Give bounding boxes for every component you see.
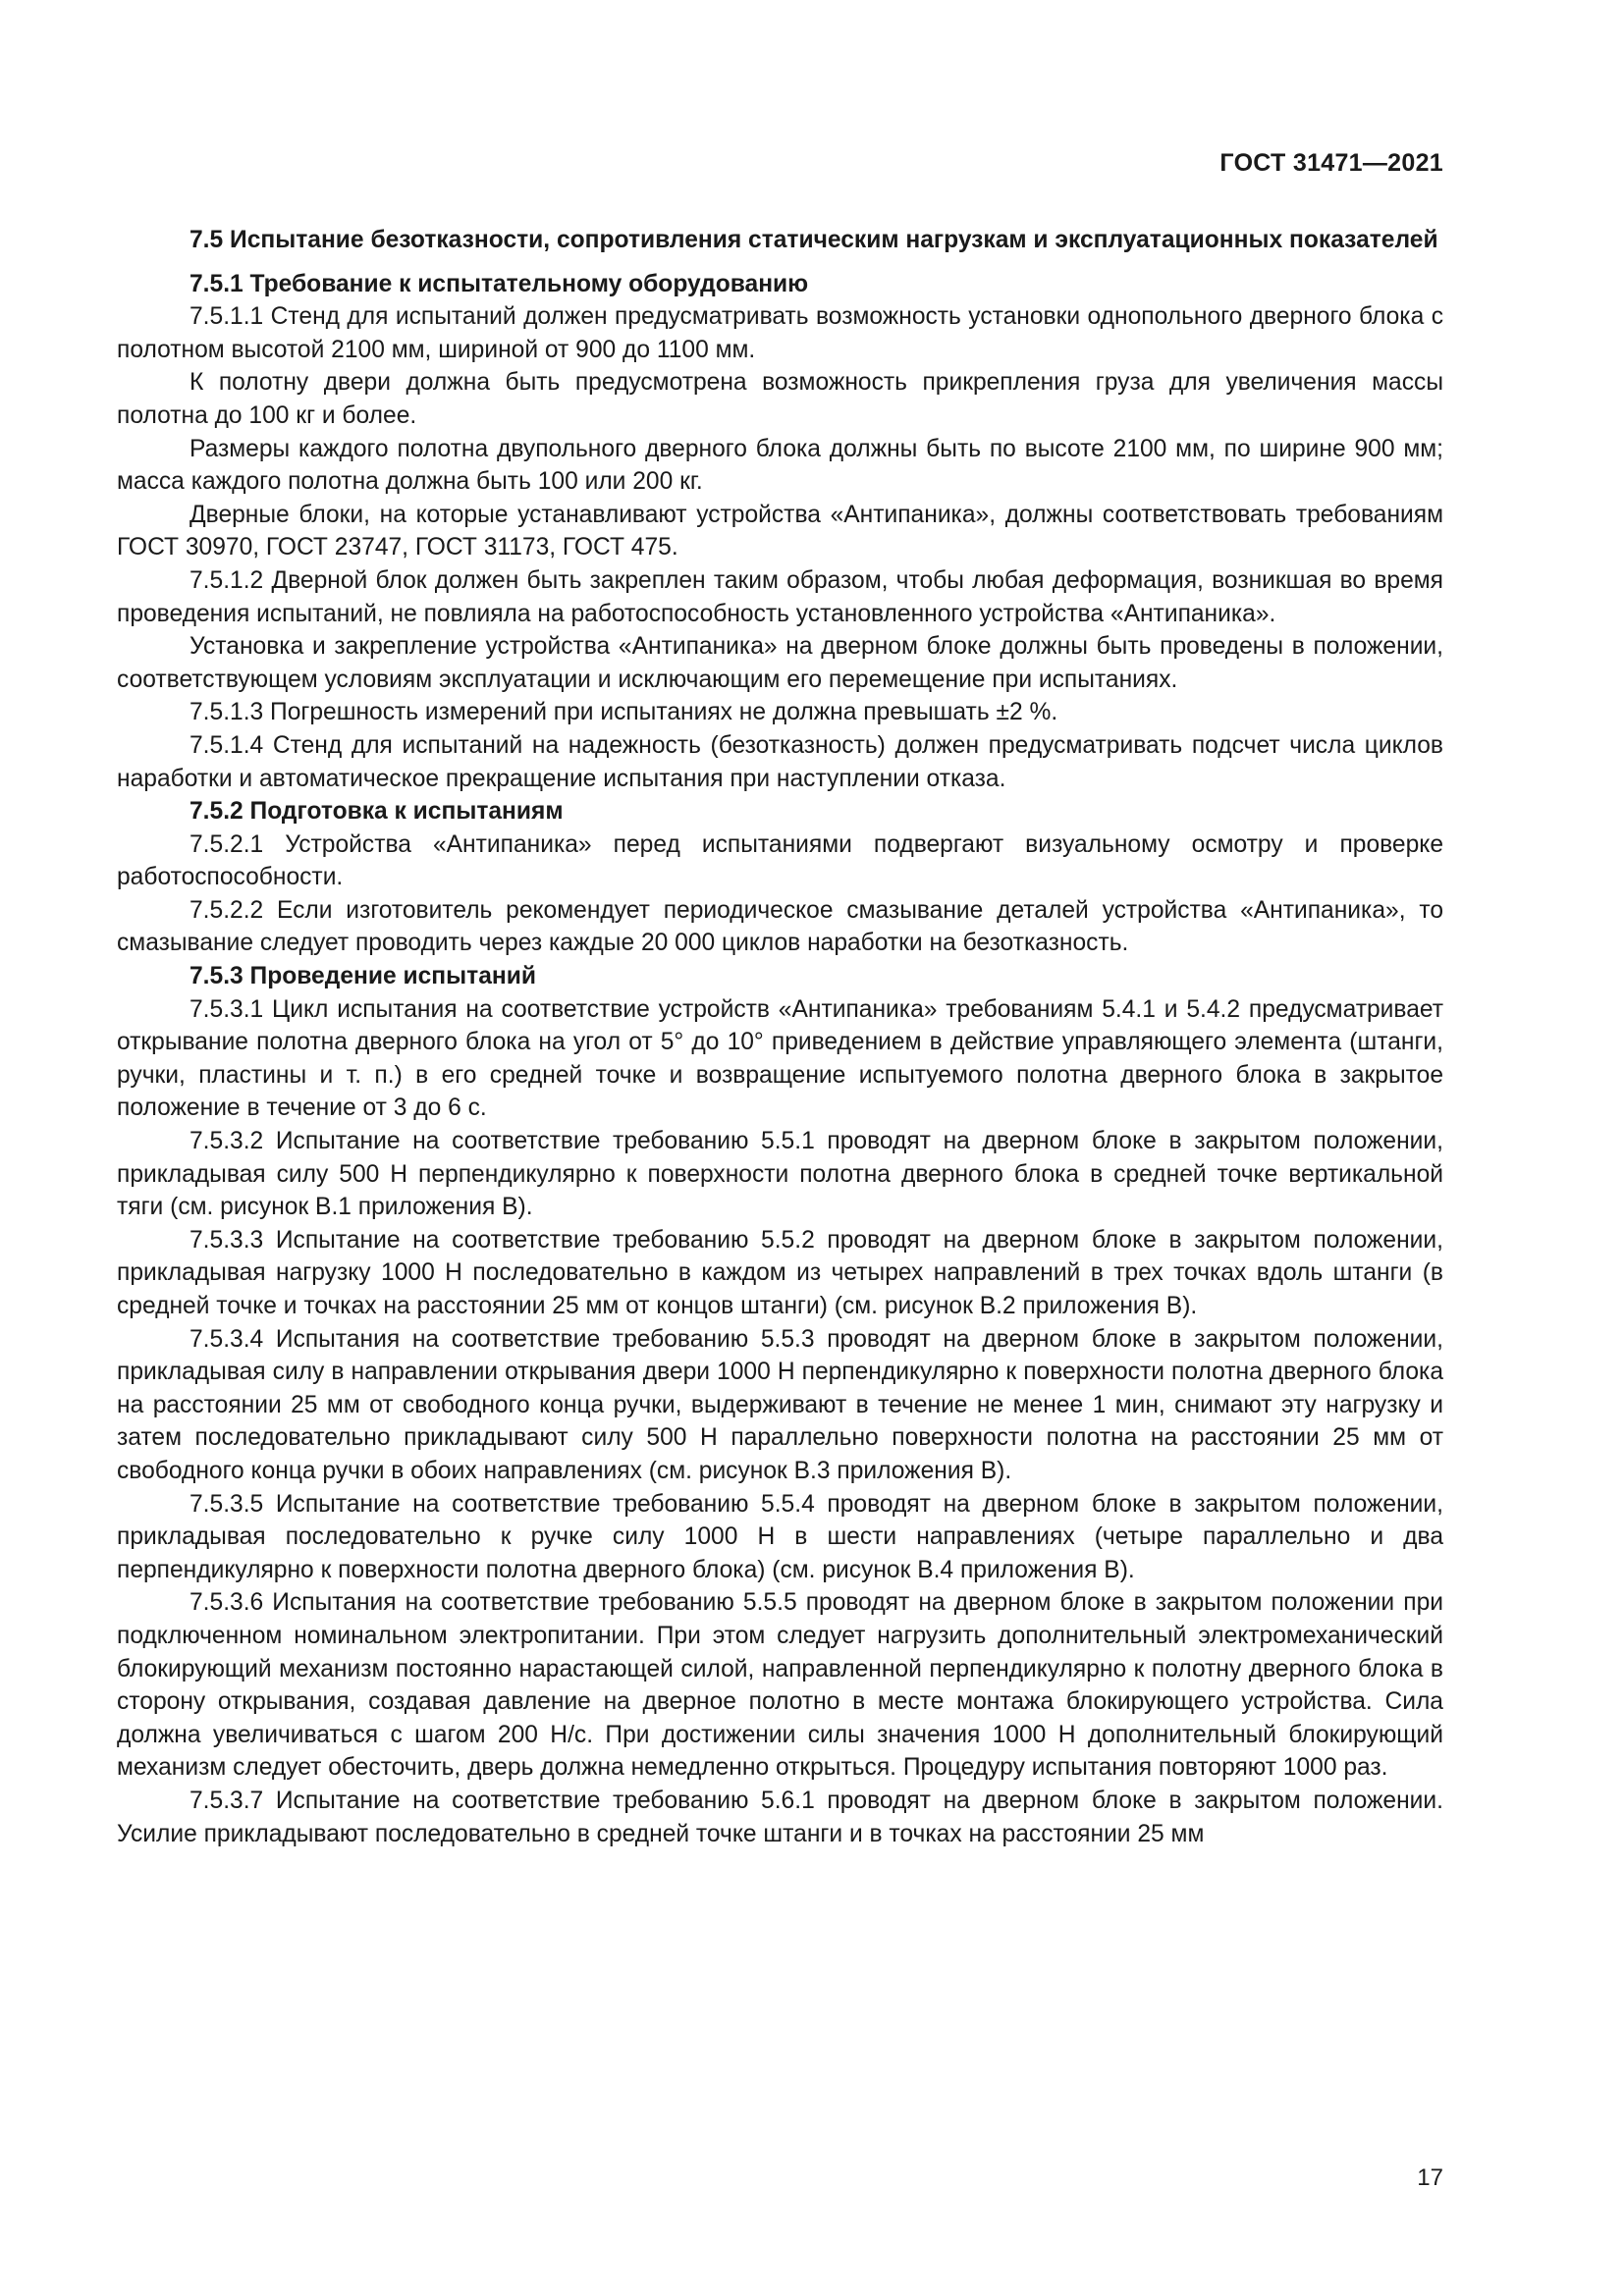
paragraph-door-block-standards: Дверные блоки, на которые устанавливают устройства «Антипаника», должны соответствовать требованиям ГОСТ 30970, ГОСТ 23747, ГОСТ 31173, ГОСТ 475. [117,501,1443,561]
paragraph-7-5-1-2: 7.5.1.2 Дверной блок должен быть закреплен таким образом, чтобы любая деформация, возникшая во время проведения испытаний, не повлияла на работоспособность установленного устройства «Антипаника». [117,566,1443,627]
paragraph-7-5-3-7: 7.5.3.7 Испытание на соответствие требованию 5.6.1 проводят на дверном блоке в закрытом положении. Усилие прикладывают последовательно в средней точке штанги и в точках на расстоянии 25 мм [117,1787,1443,1847]
page-number: 17 [1417,2164,1443,2191]
document-body [117,224,1443,1850]
subsection-heading-7-5-1: 7.5.1 Требование к испытательному оборудованию [189,270,809,297]
paragraph-installation: Установка и закрепление устройства «Антипаника» на дверном блоке должны быть проведены в положении, соответствующем условиям эксплуатации и исключающим его перемещение при испытаниях. [117,633,1443,693]
paragraph-7-5-2-1: 7.5.2.1 Устройства «Антипаника» перед испытаниями подвергают визуальному осмотру и проверке работоспособности. [117,830,1443,891]
paragraph-7-5-3-4: 7.5.3.4 Испытания на соответствие требованию 5.5.3 проводят на дверном блоке в закрытом положении, прикладывая силу в направлении открывания двери 1000 Н перпендикулярно к поверхности полотна дверного блока на расстоянии 25 мм от свободного конца ручки, выдерживают в течение не менее 1 мин, снимают эту нагрузку и затем последовательно прикладывают силу 500 Н параллельно поверхности полотна на расстоянии 25 мм от свободного конца ручки в обоих направлениях (см. рисунок В.3 приложения В). [117,1325,1443,1484]
paragraph-7-5-3-6: 7.5.3.6 Испытания на соответствие требованию 5.5.5 проводят на дверном блоке в закрытом положении при подключенном номинальном электропитании. При этом следует нагрузить дополнительный электромеханический блокирующий механизм постоянно нарастающей силой, направленной перпендикулярно к полотну дверного блока в сторону открывания, создавая давление на дверное полотно в месте монтажа блокирующего устройства. Сила должна увеличиваться с шагом 200 Н/с. При достижении силы значения 1000 Н дополнительный блокирующий механизм следует обесточить, дверь должна немедленно открыться. Процедуру испытания повторяют 1000 раз. [117,1589,1443,1782]
paragraph-7-5-3-1: 7.5.3.1 Цикл испытания на соответствие устройств «Антипаника» требованиям 5.4.1 и 5.4.2 предусматривает открывание полотна дверного блока на угол от 5° до 10° приведением в действие управляющего элемента (штанги, ручки, пластины и т. п.) в его средней точке и возвращение испытуемого полотна дверного блока в закрытое положение в течение от 3 до 6 с. [117,995,1443,1122]
paragraph-7-5-1-4: 7.5.1.4 Стенд для испытаний на надежность (безотказность) должен предусматривать подсчет числа циклов наработки и автоматическое прекращение испытания при наступлении отказа. [117,731,1443,792]
paragraph-weight-attachment: К полотну двери должна быть предусмотрена возможность прикрепления груза для увеличения массы полотна до 100 кг и более. [117,369,1443,429]
paragraph-7-5-1-1: 7.5.1.1 Стенд для испытаний должен предусматривать возможность установки однопольного дверного блока с полотном высотой 2100 мм, шириной от 900 до 1100 мм. [117,303,1443,363]
paragraph-7-5-3-5: 7.5.3.5 Испытание на соответствие требованию 5.5.4 проводят на дверном блоке в закрытом положении, прикладывая последовательно к ручке силу 1000 Н в шести направлениях (четыре параллельно и два перпендикулярно к поверхности полотна дверного блока) (см. рисунок В.4 приложения В). [117,1490,1443,1583]
subsection-heading-7-5-3: 7.5.3 Проведение испытаний [189,963,536,990]
paragraph-double-leaf-size: Размеры каждого полотна двупольного дверного блока должны быть по высоте 2100 мм, по ширине 900 мм; масса каждого полотна должна быть 100 или 200 кг. [117,435,1443,496]
section-heading-7-5: 7.5 Испытание безотказности, сопротивления статическим нагрузкам и эксплуатационных показателей [189,227,1438,253]
paragraph-7-5-1-3: 7.5.1.3 Погрешность измерений при испытаниях не должна превышать ±2 %. [189,699,1058,726]
paragraph-7-5-3-2: 7.5.3.2 Испытание на соответствие требованию 5.5.1 проводят на дверном блоке в закрытом положении, прикладывая силу 500 Н перпендикулярно к поверхности полотна дверного блока в средней точке вертикальной тяги (см. рисунок В.1 приложения В). [117,1128,1443,1221]
subsection-heading-7-5-2: 7.5.2 Подготовка к испытаниям [189,798,564,826]
paragraph-7-5-3-3: 7.5.3.3 Испытание на соответствие требованию 5.5.2 проводят на дверном блоке в закрытом положении, прикладывая нагрузку 1000 Н последовательно в каждом из четырех направлений в трех точках вдоль штанги (в средней точке и точках на расстоянии 25 мм от концов штанги) (см. рисунок В.2 приложения В). [117,1226,1443,1319]
standard-code-header: ГОСТ 31471—2021 [1219,149,1443,177]
paragraph-7-5-2-2: 7.5.2.2 Если изготовитель рекомендует периодическое смазывание деталей устройства «Антипаника», то смазывание следует проводить через каждые 20 000 циклов наработки на безотказность. [117,896,1443,957]
